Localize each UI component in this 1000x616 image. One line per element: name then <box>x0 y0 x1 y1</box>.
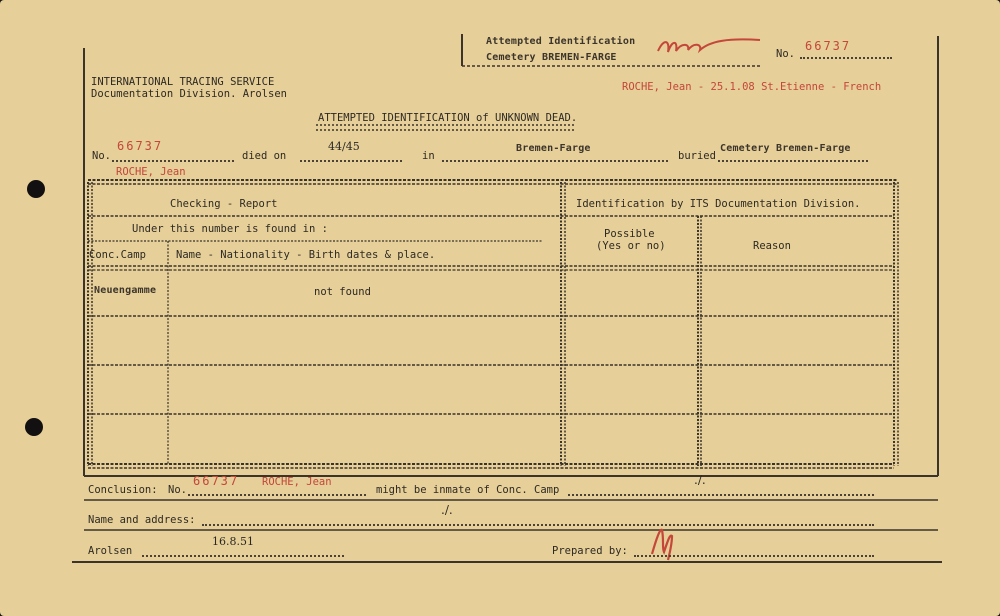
header-no-value: 66737 <box>805 39 852 53</box>
checking-report-header: Checking - Report <box>170 198 278 210</box>
col-conc-camp: Conc.Camp <box>89 249 146 261</box>
name-under-no: ROCHE, Jean <box>116 166 186 178</box>
in-dots <box>442 160 668 162</box>
conclusion-no-label: No. <box>168 484 187 496</box>
in-value: Bremen-Farge <box>516 143 591 154</box>
in-label: in <box>422 150 435 162</box>
conclusion-name: ROCHE, Jean <box>262 476 332 488</box>
no-dots <box>112 160 234 162</box>
buried-value: Cemetery Bremen-Farge <box>720 143 851 154</box>
col-name-nationality: Name - Nationality - Birth dates & place. <box>176 249 436 261</box>
buried-label: buried <box>678 150 716 162</box>
conclusion-camp-dots <box>568 494 874 496</box>
inmate-text: might be inmate of Conc. Camp <box>376 484 560 496</box>
died-on-value: 44/45 <box>328 140 360 153</box>
org-division: Documentation Division. Arolsen <box>91 88 287 100</box>
name-address-label: Name and address: <box>88 514 196 526</box>
stamp-cemetery: Cemetery BREMEN-FARGE <box>486 52 617 63</box>
col-possible-line2: (Yes or no) <box>596 240 666 252</box>
row-camp: Neuengamme <box>94 285 157 296</box>
no-label: No. <box>92 150 111 162</box>
date-value: 16.8.51 <box>212 535 254 548</box>
col-reason: Reason <box>753 240 791 252</box>
col-possible-line1: Possible <box>604 228 655 240</box>
prepared-by-dots <box>634 555 874 557</box>
stamp-attempted-identification: Attempted Identification <box>486 36 636 47</box>
name-address-dots <box>202 524 874 526</box>
person-summary: ROCHE, Jean - 25.1.08 St.Etienne - French <box>622 81 882 93</box>
arolsen-label: Arolsen <box>88 545 133 557</box>
name-address-value: ./. <box>441 503 453 517</box>
prepared-by-label: Prepared by: <box>552 545 628 557</box>
red-handwritten-mark <box>658 39 760 52</box>
conclusion-no-dots <box>188 494 366 496</box>
header-no-label: No. <box>776 48 795 60</box>
died-on-dots <box>300 160 402 162</box>
conclusion-label: Conclusion: <box>88 484 158 496</box>
row-details: not found <box>314 286 371 298</box>
form-title: ATTEMPTED IDENTIFICATION of UNKNOWN DEAD. <box>318 112 578 124</box>
conclusion-no-value: 66737 <box>193 474 240 488</box>
org-name: INTERNATIONAL TRACING SERVICE <box>91 76 275 88</box>
identification-header: Identification by ITS Documentation Division. <box>576 198 861 210</box>
died-on-label: died on <box>242 150 287 162</box>
buried-dots <box>718 160 868 162</box>
date-dots <box>142 555 344 557</box>
under-number-text: Under this number is found in : <box>132 223 328 235</box>
conclusion-camp-value: ./. <box>694 473 706 487</box>
no-value: 66737 <box>117 139 164 153</box>
header-no-dots <box>800 57 892 59</box>
